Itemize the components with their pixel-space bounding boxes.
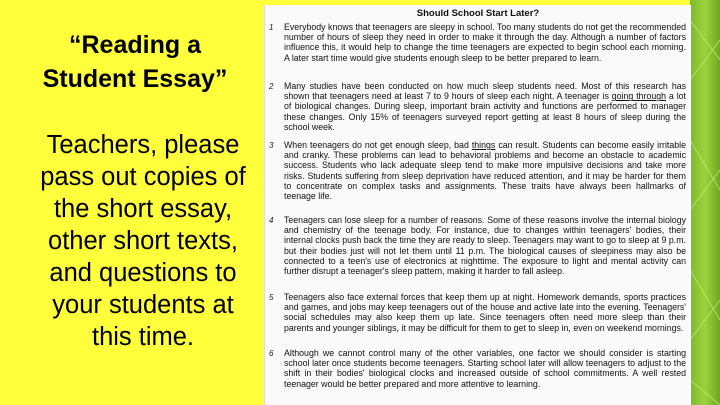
slide-instructions	[8, 129, 278, 353]
instruction-line: this time.	[91, 323, 195, 351]
underlined-phrase: things	[471, 140, 496, 150]
instruction-line: pass out copies of	[40, 163, 246, 191]
instruction-line: and questions to	[49, 259, 237, 287]
paragraph-text: Everybody knows that teenagers are sleepy in school. Too many students do not get the recommended number of hours of sleep they need in order to make it through the day. Although a number of factors influence this, it would help to change the time teenagers are expected to begin school each morning. A later start time would give students enough sleep to be better prepared to learn.	[284, 22, 686, 63]
paragraph-number: 6	[269, 349, 274, 358]
paragraph-number: 5	[269, 293, 274, 302]
instruction-line: other short texts,	[48, 227, 238, 255]
paragraph-text: Teenagers can lose sleep for a number of reasons. Some of these reasons involve the internal biology and chemistry of the teenage body. For instance, due to changes within teenagers' bodies, their internal clocks push back the time they are ready to sleep. Teenagers may want to go to sleep at 9 p.m. but their bodies just will not let them until 11 p.m. The biological causes of sleepiness may also be connected to a teen's use of electronics at nighttime. The exposure to light and mental activity can further disrupt a teenager's sleep pattern, making it harder to fall asleep.	[284, 215, 686, 277]
paragraph-text: Although we cannot control many of the other variables, one factor we should consider is starting school later once students become teenagers. Starting school later will allow teenagers to adjust to the shift in their bodies' biological clocks and increased outside of school commitments. A well rested teenager would be better prepared and more attentive to learning.	[284, 348, 686, 389]
essay-document	[264, 5, 691, 405]
essay-title: Should School Start Later?	[416, 8, 540, 19]
paragraph-number: 1	[269, 23, 274, 32]
paragraph-text: Teenagers also face external forces that keep them up at night. Homework demands, sports practices and games, and jobs may keep teenagers out of the house and active late into the evening. Teenagers' social schedules may also keep them up late. Since teenagers often need more sleep than their parents and younger siblings, it may be difficult for them to get to sleep in, even on weekend mornings.	[284, 292, 686, 333]
slide-title-line: “Reading a	[69, 31, 201, 59]
paragraph-text	[284, 81, 686, 132]
paragraph-text-part: When teenagers do not get enough sleep, bad	[284, 140, 472, 150]
paragraph-text-part: can result. Students can become easily irritable and cranky. These problems can lead to behavioral problems and become an obstacle to academic success. Students who lack adequate sleep tend to make more impulsive decisions and take more risks. Students suffering from sleep deprivation have reduced attention, and it may be harder for them to concentrate on complex tasks and assignments. These traits have always been hallmarks of teenage life.	[284, 140, 686, 202]
decorative-green-band	[690, 0, 720, 405]
slide-title	[10, 28, 260, 96]
paragraph-text-part: Many studies have been conducted on how much sleep students need. Most of this research has shown that teenagers need at least 7 to 9 hours of sleep each night. A teenager is	[284, 81, 686, 102]
paragraph-text-part: a lot of biological changes. During sleep, important brain activity and functions are performed to manager these changes. Only 15% of teenagers surveyed report getting at least 8 hours of sleep during the school week.	[284, 91, 686, 132]
instruction-line: Teachers, please	[46, 131, 240, 159]
instruction-line: your students at	[52, 291, 234, 319]
underlined-phrase: going through	[611, 91, 667, 102]
decorative-stripes	[690, 0, 720, 405]
paragraph-number: 3	[269, 141, 274, 150]
slide-title-line: Student Essay”	[42, 65, 228, 93]
instruction-line: the short essay,	[53, 195, 233, 223]
paragraph-number: 2	[269, 82, 274, 91]
paragraph-number: 4	[269, 216, 274, 225]
paragraph-text	[284, 140, 686, 201]
